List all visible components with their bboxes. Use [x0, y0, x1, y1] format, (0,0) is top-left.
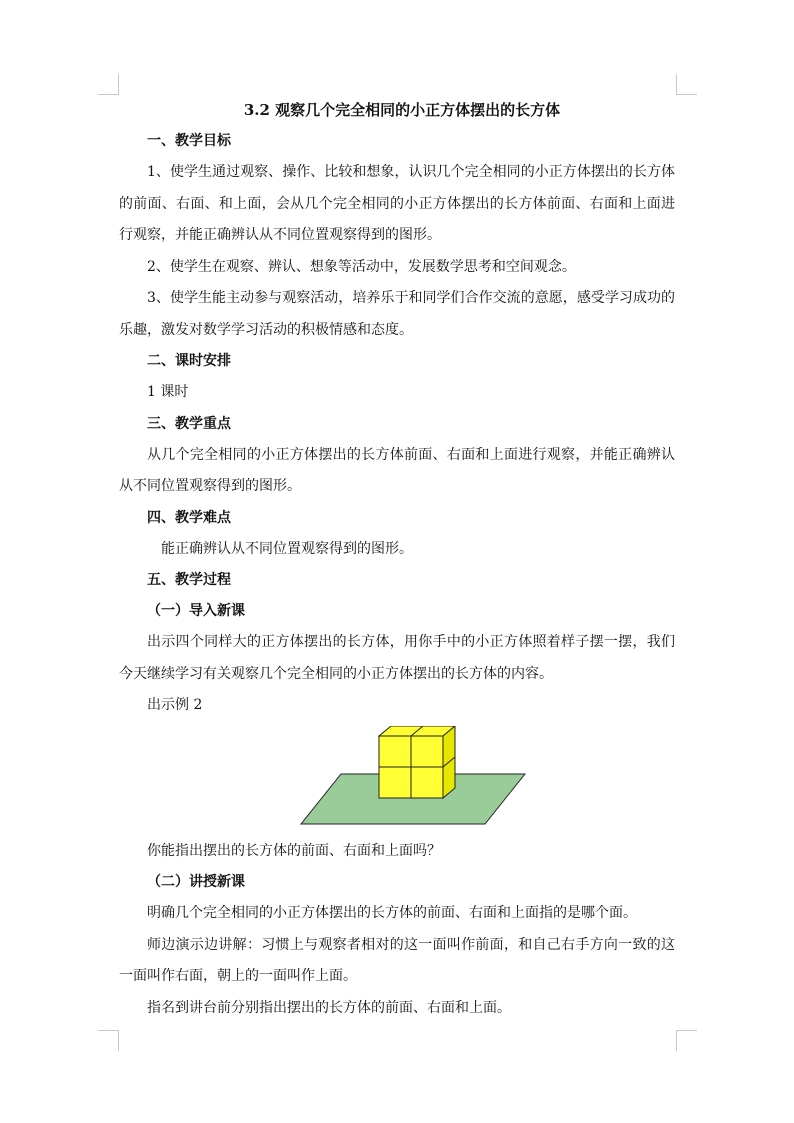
page-corner-mark	[98, 1030, 119, 1051]
document-page	[119, 96, 675, 1024]
key-points-paragraph: 从几个完全相同的小正方体摆出的长方体前面、右面和上面进行观察，并能正确辨认从不同位置观察得到的图形。	[119, 446, 675, 494]
page-corner-mark	[676, 74, 697, 95]
subsection-heading-intro: （一）导入新课	[147, 603, 245, 619]
subsection-heading-new-lesson: （二）讲授新课	[147, 874, 245, 890]
section-heading-key-points: 三、教学重点	[147, 415, 231, 432]
section-heading-process: 五、教学过程	[147, 572, 231, 588]
page-corner-mark	[98, 74, 119, 95]
document-title: 3.2 观察几个完全相同的小正方体摆出的长方体	[243, 101, 561, 119]
intro-paragraph: 出示四个同样大的正方体摆出的长方体，用你手中的小正方体照着样子摆一摆，我们今天继续学习有关观察几个完全相同的小正方体摆出的长方体的内容。	[119, 634, 675, 682]
objective-paragraph-3: 3、使学生能主动参与观察活动，培养乐于和同学们合作交流的意愿，感受学习成功的乐趣，激发对数学学习活动的积极情感和态度。	[119, 290, 675, 338]
section-heading-schedule: 二、课时安排	[147, 353, 231, 369]
schedule-paragraph: 1 课时	[147, 384, 189, 400]
lesson-paragraph-2: 师边演示边讲解：习惯上与观察者相对的这一面叫作前面，和自己右手方向一致的这一面叫作右面，朝上的一面叫作上面。	[119, 936, 675, 984]
objective-paragraph-2: 2、使学生在观察、辨认、想象等活动中，发展数学思考和空间观念。	[147, 258, 576, 275]
lesson-paragraph-3: 指名到讲台前分别指出摆出的长方体的前面、右面和上面。	[147, 999, 511, 1016]
cuboid-illustration	[299, 726, 529, 830]
question-paragraph: 你能指出摆出的长方体的前面、右面和上面吗？	[147, 842, 441, 859]
lesson-paragraph-1: 明确几个完全相同的小正方体摆出的长方体的前面、右面和上面指的是哪个面。	[147, 905, 637, 921]
difficulties-paragraph: 能正确辨认从不同位置观察得到的图形。	[161, 540, 413, 557]
section-heading-difficulties: 四、教学难点	[147, 509, 231, 526]
cuboid-figure	[119, 726, 675, 836]
example-label: 出示例 2	[147, 697, 203, 713]
page-corner-mark	[676, 1030, 697, 1051]
objective-paragraph-1: 1、使学生通过观察、操作、比较和想象，认识几个完全相同的小正方体摆出的长方体的前面、右面、和上面，会从几个完全相同的小正方体摆出的长方体前面、右面和上面进行观察，并能正确辨认从不同位置观察得到的图形。	[119, 164, 675, 243]
section-heading-objectives: 一、教学目标	[147, 133, 231, 149]
